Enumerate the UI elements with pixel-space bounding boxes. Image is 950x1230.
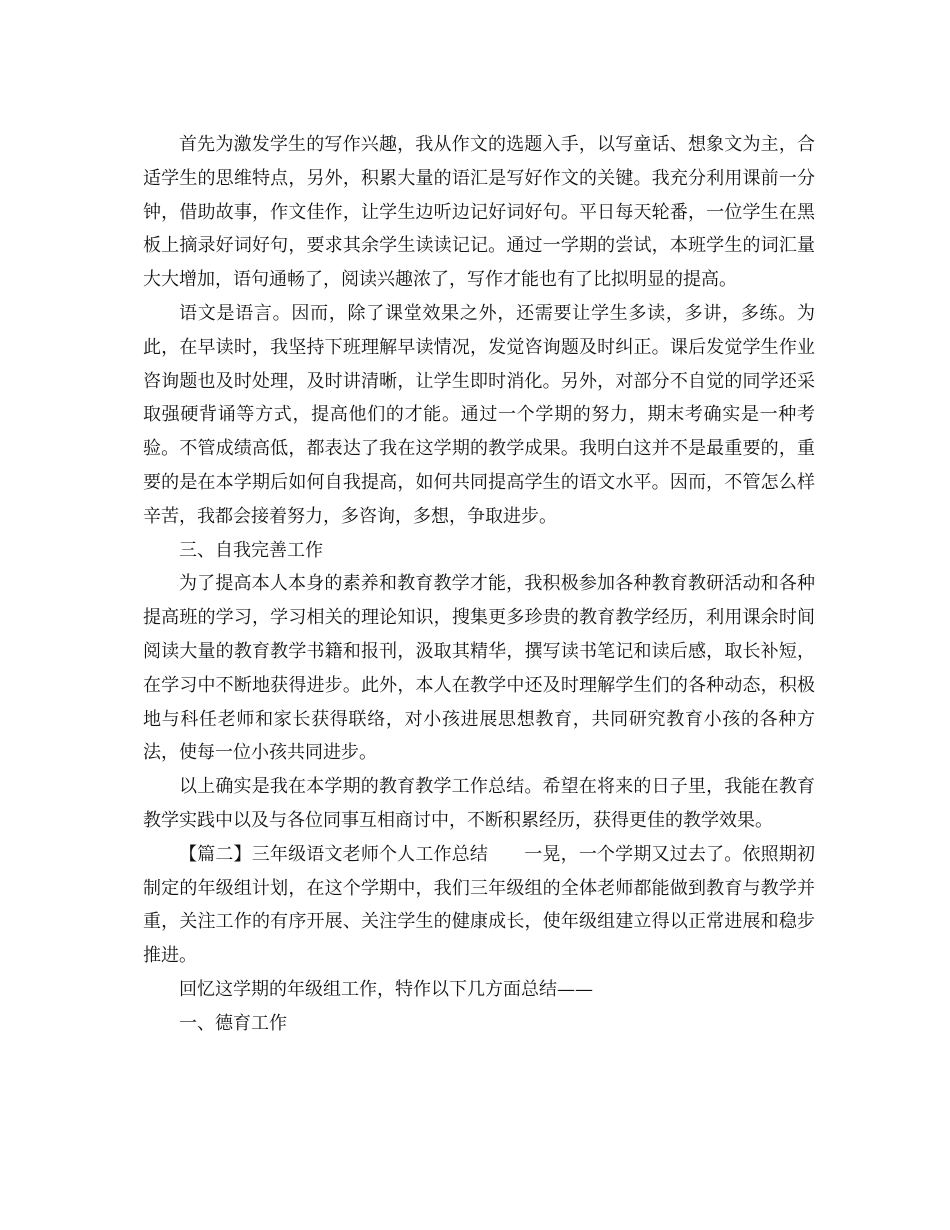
paragraph-summary: 以上确实是我在本学期的教育教学工作总结。希望在将来的日子里，我能在教育教学实践中以及与各位同事互相商讨中，不断积累经历，获得更佳的教学效果。	[143, 776, 815, 831]
section-heading-moral-education: 一、德育工作	[179, 1012, 287, 1034]
part2-title: 【篇二】三年级语文老师个人工作总结	[179, 843, 489, 865]
review-line: 回忆这学期的年级组工作，特作以下几方面总结——	[179, 978, 593, 1000]
paragraph-writing-interest: 首先为激发学生的写作兴趣，我从作文的选题入手，以写童话、想象文为主，合适学生的思维特点，另外，积累大量的语汇是写好作文的关键。我充分利用课前一分钟，借助故事，作文佳作，让学生边听边记好词好句。平日每天轮番，一位学生在黑板上摘录好词好句，要求其余学生读读记记。通过一学期的尝试，本班学生的词汇量大大增加，语句通畅了，阅读兴趣浓了，写作才能也有了比拟明显的提高。	[143, 134, 815, 291]
paragraph-part2	[143, 838, 815, 973]
paragraph-self-improvement: 为了提高本人本身的素养和教育教学才能，我积极参加各种教育教研活动和各种提高班的学习，学习相关的理论知识，搜集更多珍贵的教育教学经历，利用课余时间阅读大量的教育教学书籍和报刊，汲取其精华，撰写读书笔记和读后感，取长补短，在学习中不断地获得进步。此外，本人在教学中还及时理解学生们的各种动态，积极地与科任老师和家长获得联络，对小孩进展思想教育，共同研究教育小孩的各种方法，使每一位小孩共同进步。	[143, 573, 815, 764]
part2-text: 一晃，一个学期又过去了。依照期初制定的年级组计划，在这个学期中，我们三年级组的全体老师都能做到教育与教学并重，关注工作的有序开展、关注学生的健康成长，使年级组建立得以正常进展和稳步推进。	[143, 843, 816, 967]
section-heading-self-improvement: 三、自我完善工作	[179, 539, 323, 561]
document-body	[143, 128, 815, 1041]
paragraph-language-practice: 语文是语言。因而，除了课堂效果之外，还需要让学生多读，多讲，多练。为此，在早读时，我坚持下班理解早读情况，发觉咨询题及时纠正。课后发觉学生作业咨询题也及时处理，及时讲清晰，让学生即时消化。另外，对部分不自觉的同学还采取强硬背诵等方式，提高他们的才能。通过一个学期的努力，期末考确实是一种考验。不管成绩高低，都表达了我在这学期的教学成果。我明白这并不是最重要的，重要的是在本学期后如何自我提高，如何共同提高学生的语文水平。因而，不管怎么样辛苦，我都会接着努力，多咨询，多想，争取进步。	[143, 302, 815, 527]
